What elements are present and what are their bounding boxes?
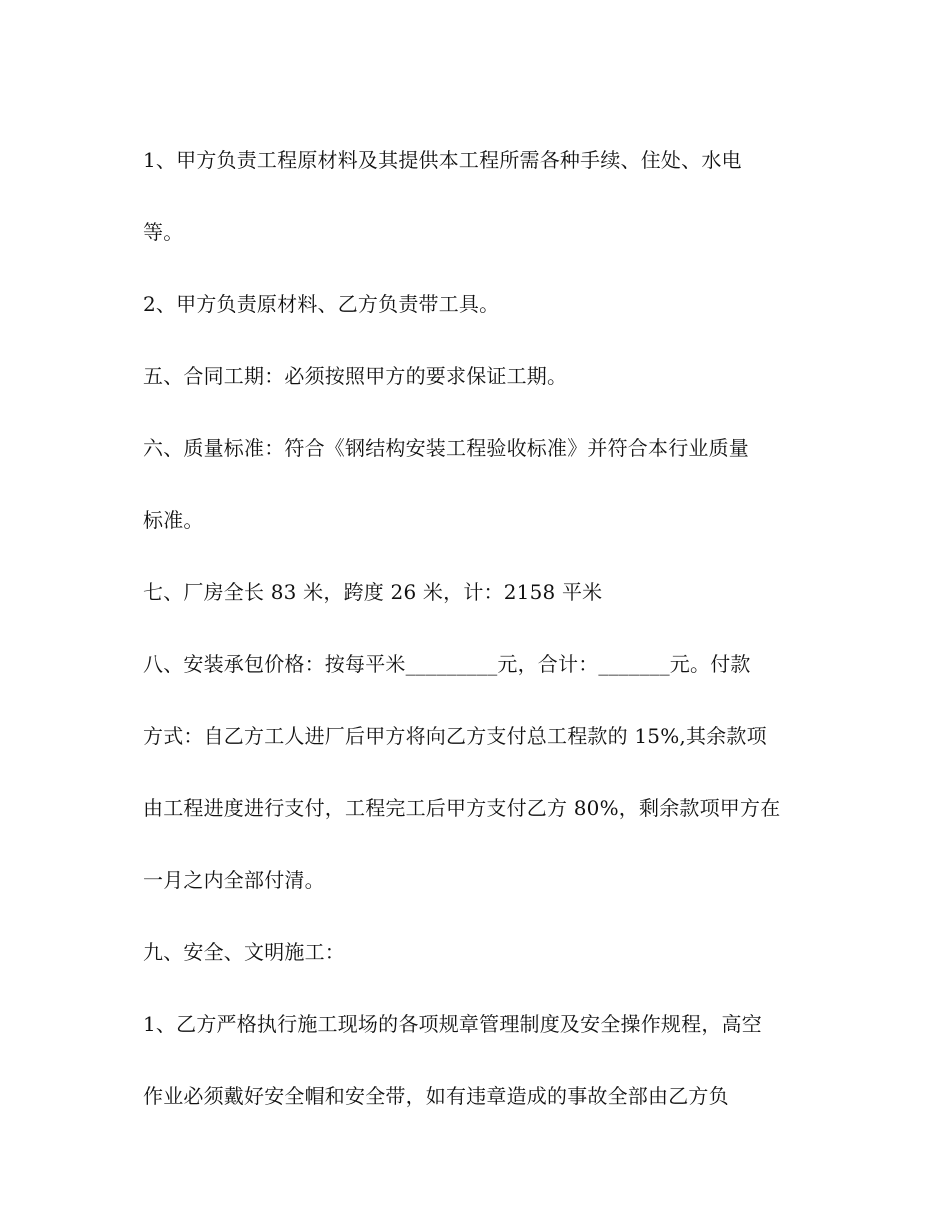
text-line: 1、乙方严格执行施工现场的各项规章管理制度及安全操作规程，高空	[143, 1012, 762, 1036]
text-line: 等。	[143, 220, 184, 244]
text-line: 九、安全、文明施工：	[143, 940, 345, 964]
text-line: 1、甲方负责工程原材料及其提供本工程所需各种手续、住处、水电	[143, 148, 742, 172]
text-line: 方式：自乙方工人进厂后甲方将向乙方支付总工程款的 15%,其余款项	[143, 724, 767, 748]
text-line: 作业必须戴好安全帽和安全带，如有违章造成的事故全部由乙方负	[143, 1084, 729, 1108]
text-line: 2、甲方负责原材料、乙方负责带工具。	[143, 292, 500, 316]
text-line: 由工程进度进行支付，工程完工后甲方支付乙方 80%，剩余款项甲方在	[143, 796, 781, 820]
text-line: 六、质量标准：符合《钢结构安装工程验收标准》并符合本行业质量	[143, 436, 749, 460]
text-line: 七、厂房全长 83 米，跨度 26 米，计：2158 平米	[143, 580, 603, 604]
text-line: 八、安装承包价格：按每平米_________元，合计：_______元。付款	[143, 652, 751, 676]
text-line: 五、合同工期：必须按照甲方的要求保证工期。	[143, 364, 568, 388]
document-body	[143, 124, 823, 1132]
text-line: 一月之内全部付清。	[143, 868, 325, 892]
text-line: 标准。	[143, 508, 204, 532]
